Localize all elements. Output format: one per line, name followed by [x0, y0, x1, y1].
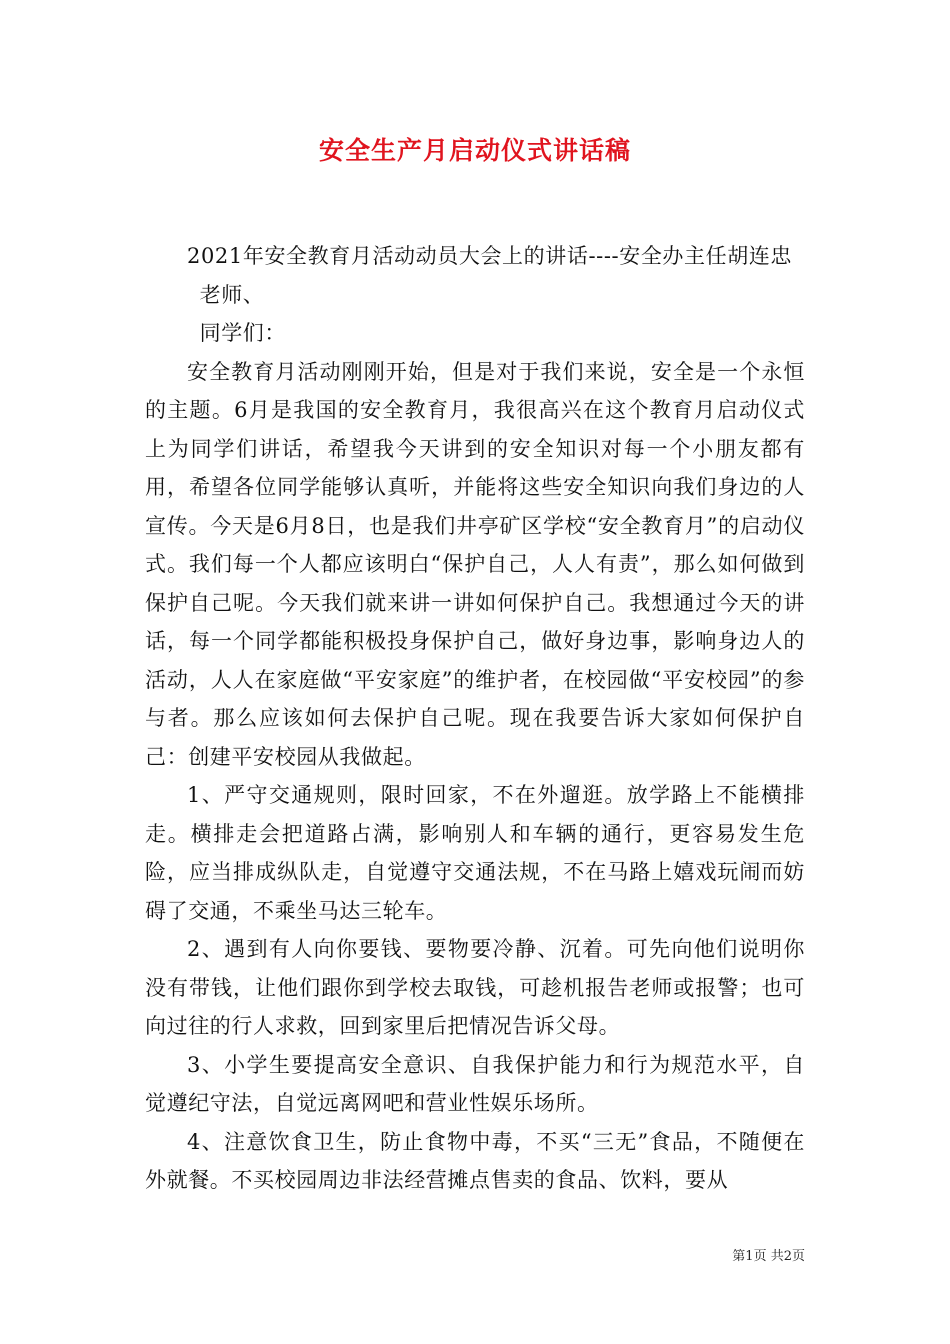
page-number-footer [0, 1248, 805, 1266]
page-current: 1 [745, 1249, 754, 1264]
page-total: 2 [783, 1249, 792, 1264]
salutation-students: 同学们： [199, 321, 286, 345]
paragraph-rule-1: 1、严守交通规则，限时回家，不在外遛逛。放学路上不能横排走。横排走会把道路占满，影响别人和车辆的通行，更容易发生危险，应当排成纵队走，自觉遵守交通法规，不在马路上嬉戏玩闹而妨碍了交通，不乘坐马达三轮车。 [145, 783, 805, 923]
paragraph-rule-2: 2、遇到有人向你要钱、要物要冷静、沉着。可先向他们说明你没有带钱，让他们跟你到学校去取钱，可趁机报告老师或报警；也可向过往的行人求救，回到家里后把情况告诉父母。 [145, 937, 805, 1038]
document-title: 安全生产月启动仪式讲话稿 [318, 136, 631, 165]
salutation-teachers: 老师、 [199, 282, 265, 307]
paragraph-intro: 安全教育月活动刚刚开始，但是对于我们来说，安全是一个永恒的主题。6月是我国的安全教育月，我很高兴在这个教育月启动仪式上为同学们讲话，希望我今天讲到的安全知识对每一个小朋友都有用，希望各位同学能够认真听，并能将这些安全知识向我们身边的人宣传。今天是6月8日，也是我们井亭矿区学校“安全教育月”的启动仪式。我们每一个人都应该明白“保护自己，人人有责”，那么如何做到保护自己呢。今天我们就来讲一讲如何保护自己。我想通过今天的讲话，每一个同学都能积极投身保护自己，做好身边事，影响身边人的活动，人人在家庭做“平安家庭”的维护者，在校园做“平安校园”的参与者。那么应该如何去保护自己呢。现在我要告诉大家如何保护自己：创建平安校园从我做起。 [145, 359, 805, 769]
paragraph-rule-3: 3、小学生要提高安全意识、自我保护能力和行为规范水平，自觉遵纪守法，自觉远离网吧和营业性娱乐场所。 [145, 1052, 805, 1115]
speech-subtitle: 2021年安全教育月活动动员大会上的讲话----安全办主任胡连忠 [187, 244, 793, 268]
page-suffix: 页 [791, 1249, 805, 1264]
document-body [145, 237, 805, 1200]
page-prefix: 第 [732, 1249, 746, 1264]
page-middle: 页 共 [753, 1249, 784, 1264]
paragraph-rule-4: 4、注意饮食卫生，防止食物中毒，不买“三无”食品，不随便在外就餐。不买校园周边非法经营摊点售卖的食品、饮料，要从 [145, 1129, 805, 1192]
